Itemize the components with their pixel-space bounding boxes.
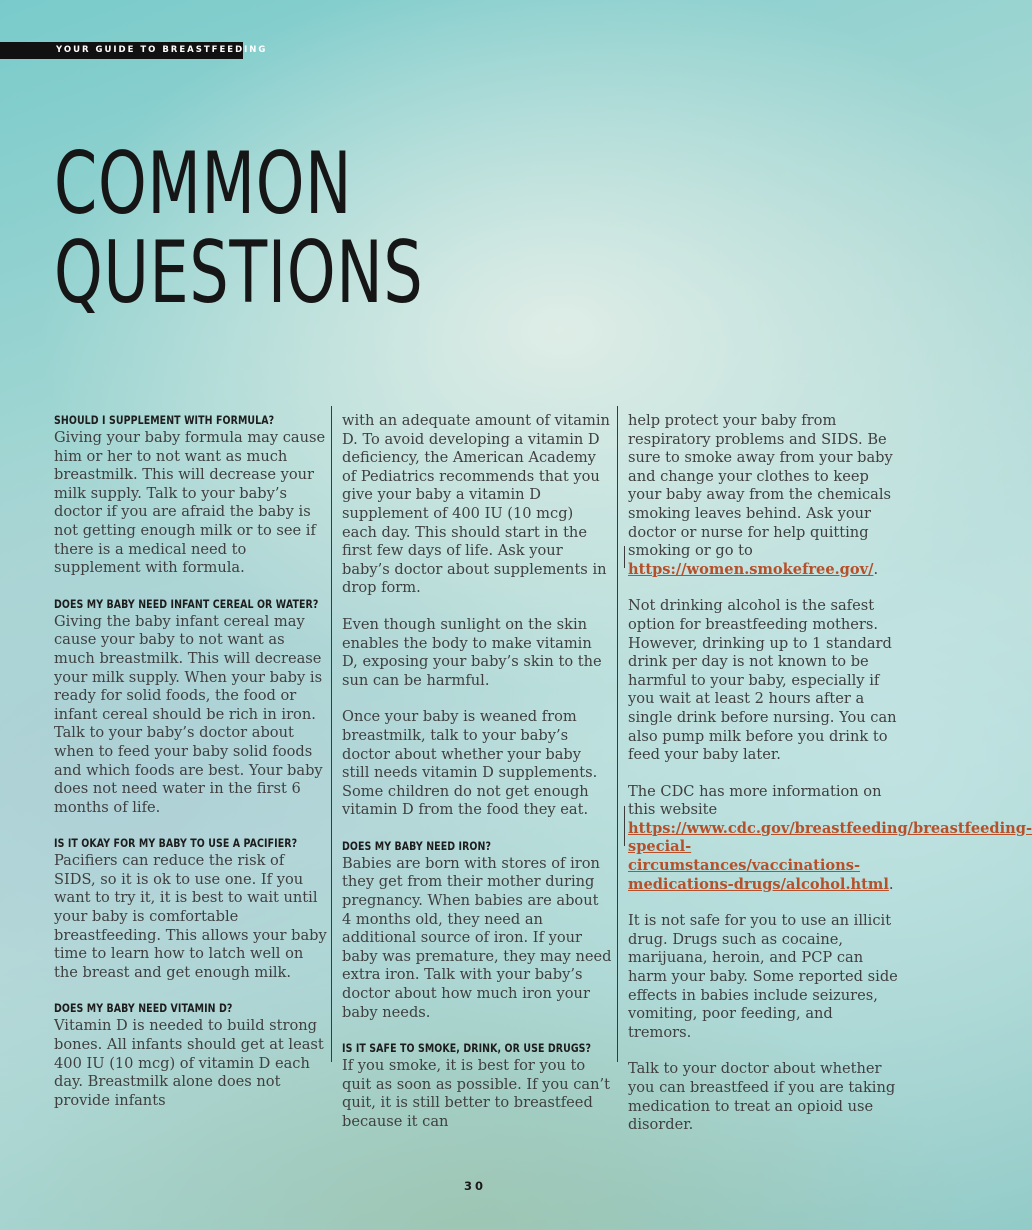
section-header-bar	[0, 42, 268, 59]
answer-paragraph: Even though sunlight on the skin enables the body to make vitamin D, exposing your baby’s skin to the sun can be harmful.	[342, 615, 602, 689]
page-title	[54, 134, 424, 323]
question-heading: DOES MY BABY NEED INFANT CEREAL OR WATER?	[54, 596, 319, 611]
paragraph-end: .	[888, 875, 894, 893]
answer-paragraph: Giving your baby formula may cause him or her to not want as much breastmilk. This will decrease your milk supply. Talk to your baby’s doctor if you are afraid the baby is not getting enough milk or to see if there is a medical need to supplement with formula.	[54, 429, 326, 577]
column-3	[628, 412, 1032, 1153]
answer-paragraph: Not drinking alcohol is the safest option for breastfeeding mothers. However, drinking up to 1 standard drink per day is not known to be harmful to your baby, especially if you wait at least 2 hours after a single drink before nursing. You can also pump milk before you drink to feed your baby later.	[628, 597, 897, 764]
column-divider-1	[331, 406, 332, 1062]
answer-paragraph: Pacifiers can reduce the risk of SIDS, so it is ok to use one. If you want to try it, it is best to wait until your baby is comfortable breastfeeding. This allows your baby time to learn how to latch well on the breast and get enough milk.	[54, 852, 327, 981]
question-heading: IS IT SAFE TO SMOKE, DRINK, OR USE DRUGS?	[342, 1041, 592, 1056]
question-heading: DOES MY BABY NEED IRON?	[342, 838, 492, 853]
answer-paragraph: Vitamin D is needed to build strong bones. All infants should get at least 400 IU (10 mcg) of vitamin D each day. Breastmilk alone does not provide infants	[54, 1017, 324, 1109]
paragraph-text: help protect your baby from respiratory problems and SIDS. Be sure to smoke away from your baby and change your clothes to keep your baby away from the chemicals smoking leaves behind. Ask your doctor or nurse for help quitting smoking or go to	[628, 412, 893, 560]
paragraph-end: .	[873, 560, 879, 578]
column-2	[342, 412, 612, 1150]
answer-paragraph: Talk to your doctor about whether you can breastfeed if you are taking medication to treat an opioid use disorder.	[628, 1060, 896, 1134]
answer-paragraph: with an adequate amount of vitamin D. To avoid developing a vitamin D deficiency, the American Academy of Pediatrics recommends that you give your baby a vitamin D supplement of 400 IU (10 mcg) each day. This should start in the first few days of life. Ask your baby’s doctor about supplements in drop form.	[342, 412, 610, 597]
answer-paragraph: It is not safe for you to use an illicit drug. Drugs such as cocaine, marijuana, heroin, and PCP can harm your baby. Some reported side effects in babies include seizures, vomiting, poor feeding, and tremors.	[628, 912, 898, 1041]
smokefree-link[interactable]: https://women.smokefree.gov/	[628, 560, 874, 578]
answer-paragraph: Babies are born with stores of iron they get from their mother during pregnancy. When babies are about 4 months old, they need an additional source of iron. If your baby was premature, they may need extra iron. Talk with your baby’s doctor about how much iron your baby needs.	[342, 854, 612, 1021]
answer-paragraph: If you smoke, it is best for you to quit as soon as possible. If you can’t quit, it is still better to breastfeed because it can	[342, 1057, 611, 1130]
page-number: 30	[463, 1179, 486, 1193]
column-divider-2	[617, 406, 618, 1062]
answer-paragraph: Once your baby is weaned from breastmilk, talk to your baby’s doctor about whether your baby still needs vitamin D supplements. Some children do not get enough vitamin D from the food they eat.	[342, 708, 598, 819]
answer-paragraph	[628, 412, 900, 579]
question-heading: SHOULD I SUPPLEMENT WITH FORMULA?	[54, 413, 275, 427]
answer-paragraph: Giving the baby infant cereal may cause your baby to not want as much breastmilk. This will decrease your milk supply. When your baby is ready for solid foods, the food or infant cereal should be rich in iron. Talk to your baby’s doctor about when to feed your baby solid foods and which foods are best. Your baby does not need water in the first 6 months of life.	[54, 612, 323, 816]
question-heading: DOES MY BABY NEED VITAMIN D?	[54, 1001, 233, 1016]
link-marker-1	[624, 546, 625, 568]
page-title-line-1: COMMON	[54, 134, 353, 234]
cdc-link[interactable]: https://www.cdc.gov/breastfeeding/breastfeeding-special-circumstances/vaccinations-medications-drugs/alcohol.html	[628, 819, 1032, 893]
link-marker-2	[624, 806, 625, 846]
column-1	[54, 412, 328, 1128]
page-title-line-2: QUESTIONS	[54, 223, 424, 323]
question-heading: IS IT OKAY FOR MY BABY TO USE A PACIFIER?	[54, 836, 298, 851]
paragraph-text: The CDC has more information on this website	[628, 782, 882, 819]
section-header-label: YOUR GUIDE TO BREASTFEEDING	[56, 45, 268, 55]
answer-paragraph	[628, 782, 1032, 895]
